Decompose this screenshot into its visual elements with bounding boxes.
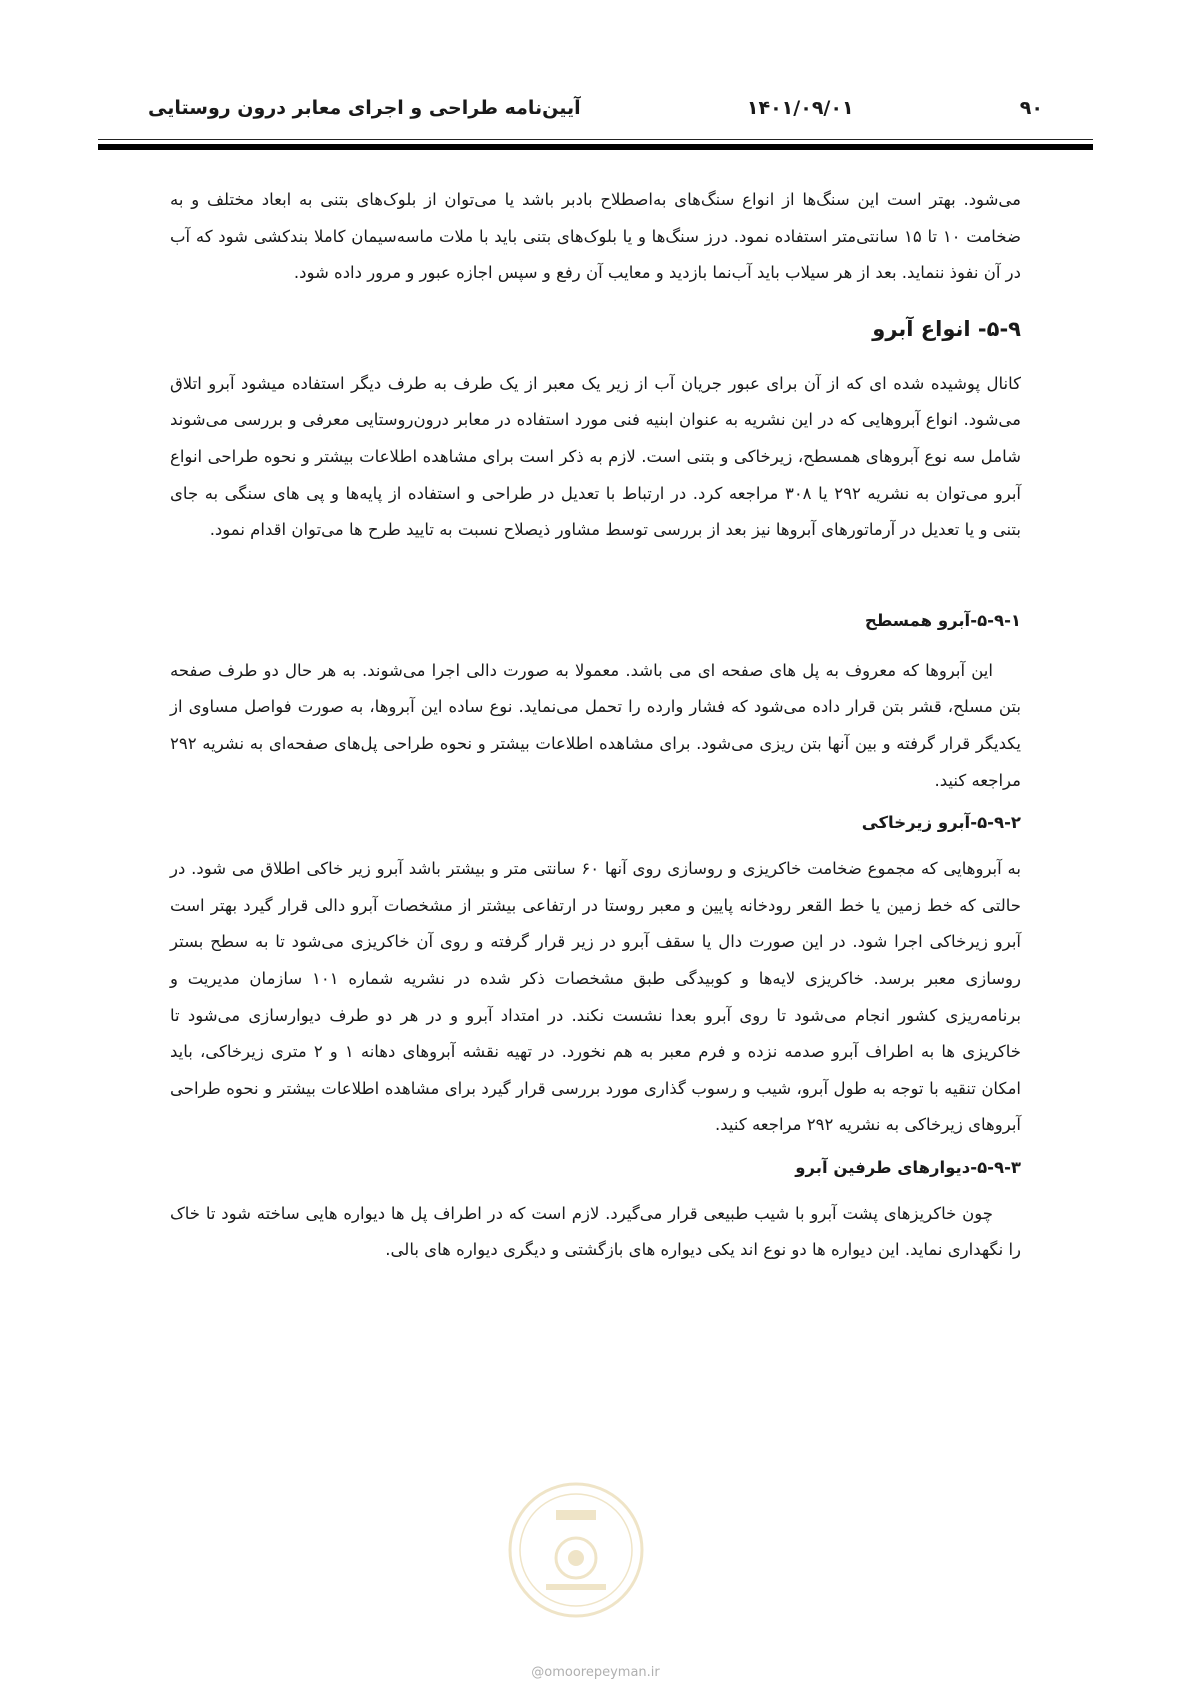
header-thick-rule [98,144,1093,150]
paragraph-culvert-types: کانال پوشیده شده ای که از آن برای عبور جریان آب از زیر یک معبر از یک طرف به طرف دیگر استفاده میشود آبرو اتلاق می‌شود. انواع آبروهایی که در این نشریه به عنوان ابنیه فنی مورد استفاده در معابر درون‌روستایی معرفی و بررسی می‌شوند شامل سه نوع آبروهای همسطح، زیرخاکی و بتنی است. لازم به ذکر است برای مشاهده اطلاعات بیشتر و نحوه طراحی انواع آبرو می‌توان به نشریه ۲۹۲ یا ۳۰۸ مراجعه کرد. در ارتباط با تعدیل در طراحی و استفاده از پایه‌ها و پی های سنگی به جای بتنی و یا تعدیل در آرماتورهای آبروها نیز بعد از بررسی توسط مشاور ذیصلاح نسبت به تایید طرح ها می‌توان اقدام نمود. [170,373,1021,540]
watermark-text: @omoorepeyman.ir [531,1665,660,1680]
paragraph-buried-culvert: به آبروهایی که مجموع ضخامت خاکریزی و روسازی روی آنها ۶۰ سانتی متر و بیشتر باشد آبرو زیر خاکی اطلاق می شود. در حالتی که خط زمین یا خط القعر رودخانه پایین و معبر روستا در ارتفاعی بیشتر از مشخصات آبرو دالی قرار گیرد بهتر است آبرو زیرخاکی اجرا شود. در این صورت دال یا سقف آبرو در زیر قرار گرفته و روی آن خاکریزی می‌شود تا به سطح بستر روسازی معبر برسد. خاکریزی لایه‌ها و کوبیدگی طبق مشخصات ذکر شده در نشریه شماره ۱۰۱ سازمان مدیریت و برنامه‌ریزی کشور انجام می‌شود تا روی آبرو بعدا نشست نکند. در امتداد آبرو و در هر دو طرف دیوارسازی می‌شود تا خاکریزی ها به اطراف آبرو صدمه نزده و فرم معبر به هم نخورد. در تهیه نقشه آبروهای دهانه ۱ و ۲ متری زیرخاکی، باید امکان تنقیه با توجه به طول آبرو، شیب و رسوب گذاری مورد بررسی قرار گیرد برای مشاهده اطلاعات بیشتر و نحوه طراحی آبروهای زیرخاکی به نشریه ۲۹۲ مراجعه کنید. [170,859,1021,1135]
header-thin-rule [98,139,1093,140]
seal-stamp [506,1480,646,1620]
section-heading-culvert-types: ۵-۹- انواع آبرو [872,316,1021,341]
paragraph-side-walls: چون خاکریزهای پشت آبرو با شیب طبیعی قرار می‌گیرد. لازم است که در اطراف پل ها دیواره هایی ساخته شود تا خاک را نگهداری نماید. این دیواره ها دو نوع اند یکی دیواره های بازگشتی و دیگری دیواره های بالی. [170,1203,1021,1260]
header-title: آیین‌نامه طراحی و اجرای معابر درون روستایی [148,97,581,119]
subsection-heading-side-walls: ۵-۹-۳-دیوارهای طرفین آبرو [795,1157,1021,1177]
subsection-heading-buried-culvert: ۵-۹-۲-آبرو زیرخاکی [861,813,1021,833]
document-body [170,182,1021,1269]
page-header [148,88,1043,128]
paragraph-continued: می‌شود. بهتر است این سنگ‌ها از انواع سنگ‌های به‌اصطلاح بادبر باشد یا می‌توان از بلوک‌های بتنی به ابعاد مختلف و به ضخامت ۱۰ تا ۱۵ سانتی‌متر استفاده نمود. درز سنگ‌ها و یا بلوک‌های بتنی باید با ملات ماسه‌سیمان کاملا بندکشی شود که آب در آن نفوذ ننماید. بعد از هر سیلاب باید آب‌نما بازدید و معایب آن رفع و سپس اجازه عبور و مرور داده شود. [170,190,1022,283]
subsection-heading-flush-culvert: ۵-۹-۱-آبرو همسطح [864,610,1021,630]
spacer [170,549,1021,579]
paragraph-flush-culvert: این آبروها که معروف به پل های صفحه ای می باشد. معمولا به صورت دالی اجرا می‌شوند. به هر حال دو طرف صفحه بتن مسلح، قشر بتن قرار داده می‌شود که فشار وارده را تحمل می‌نماید. نوع ساده این آبروها، به صورت فواصل مساوی از یکدیگر قرار گرفته و بین آنها بتن ریزی می‌شود. برای مشاهده اطلاعات بیشتر و نحوه طراحی پل‌های صفحه‌ای به نشریه ۲۹۲ مراجعه کنید. [170,660,1021,790]
header-date: ۱۴۰۱/۰۹/۰۱ [746,97,854,119]
page-number: ۹۰ [1019,97,1043,119]
